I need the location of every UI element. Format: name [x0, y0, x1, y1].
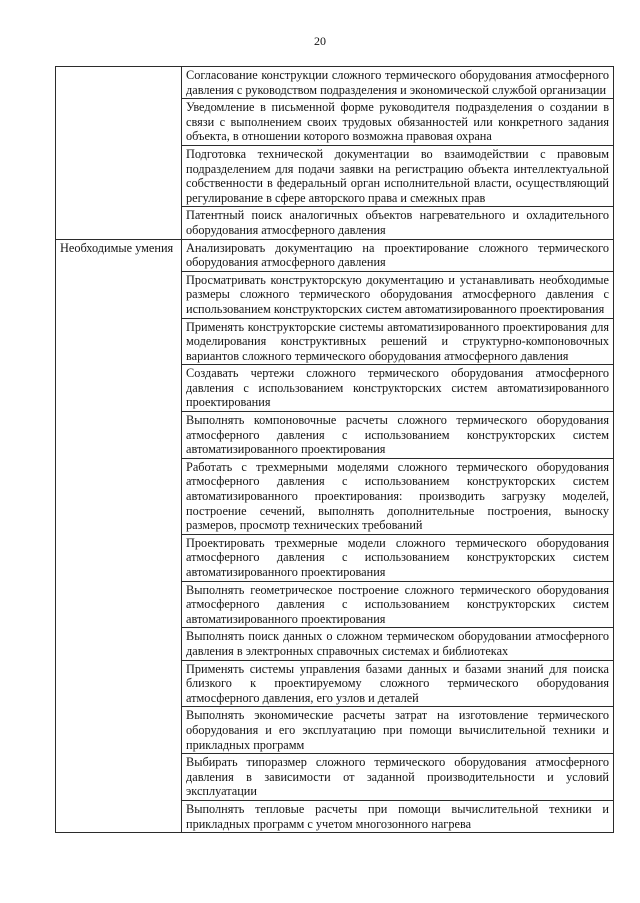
- table-cell: Уведомление в письменной форме руководителя подразделения о создании в связи с выполнением своих трудовых обязанностей или конкретного задания объекта, в отношении которого возможна правовая охрана: [182, 99, 614, 146]
- table-cell: Анализировать документацию на проектирование сложного термического оборудования атмосферного давления: [182, 239, 614, 271]
- table-cell: Просматривать конструкторскую документацию и устанавливать необходимые размеры сложного термического оборудования атмосферного давления с использованием конструкторских систем автоматизированного проектирования: [182, 271, 614, 318]
- table-cell: Создавать чертежи сложного термического оборудования атмосферного давления с использованием конструкторских систем автоматизированного проектирования: [182, 365, 614, 412]
- table-cell: Выполнять поиск данных о сложном термическом оборудовании атмосферного давления в электронных справочных системах и библиотеках: [182, 628, 614, 660]
- table-row: [56, 239, 614, 271]
- table-row: [56, 67, 614, 99]
- table-cell: Работать с трехмерными моделями сложного термического оборудования атмосферного давления с использованием конструкторских систем автоматизированного проектирования: производить загрузку моделей, построение сечений, выполнять дополнительные построения, выноску размеров, просмотр технических требований: [182, 458, 614, 534]
- table-cell: Выполнять экономические расчеты затрат на изготовление термического оборудования и его эксплуатацию при помощи вычислительной техники и прикладных программ: [182, 707, 614, 754]
- table-cell: Выполнять компоновочные расчеты сложного термического оборудования атмосферного давления с использованием конструкторских систем автоматизированного проектирования: [182, 412, 614, 459]
- table-cell: Выбирать типоразмер сложного термического оборудования атмосферного давления в зависимости от заданной производительности и условий эксплуатации: [182, 754, 614, 801]
- table-cell: Выполнять тепловые расчеты при помощи вычислительной техники и прикладных программ с учетом многозонного нагрева: [182, 800, 614, 832]
- skills-label-cell: Необходимые умения: [56, 239, 182, 833]
- table-cell: Патентный поиск аналогичных объектов нагревательного и охладительного оборудования атмосферного давления: [182, 207, 614, 239]
- table-cell: Подготовка технической документации во взаимодействии с правовым подразделением для подачи заявки на регистрацию объекта интеллектуальной собственности в федеральный орган исполнительной власти, осуществляющий регулирование в сфере авторского права и смежных прав: [182, 145, 614, 206]
- requirements-table: [55, 66, 614, 833]
- table-cell: Выполнять геометрическое построение сложного термического оборудования атмосферного давления с использованием конструкторских систем автоматизированного проектирования: [182, 581, 614, 628]
- continuation-label-cell: [56, 67, 182, 240]
- table-cell: Применять системы управления базами данных и базами знаний для поиска близкого к проектируемому сложного термического оборудования атмосферного давления, его узлов и деталей: [182, 660, 614, 707]
- page-number: 20: [314, 34, 326, 48]
- table-cell: Согласование конструкции сложного термического оборудования атмосферного давления с руководством подразделения и экономической службой организации: [182, 67, 614, 99]
- table-cell: Проектировать трехмерные модели сложного термического оборудования атмосферного давления с использованием конструкторских систем автоматизированного проектирования: [182, 534, 614, 581]
- table-cell: Применять конструкторские системы автоматизированного проектирования для моделирования конструктивных решений и структурно-компоновочных вариантов сложного термического оборудования атмосферного давления: [182, 318, 614, 365]
